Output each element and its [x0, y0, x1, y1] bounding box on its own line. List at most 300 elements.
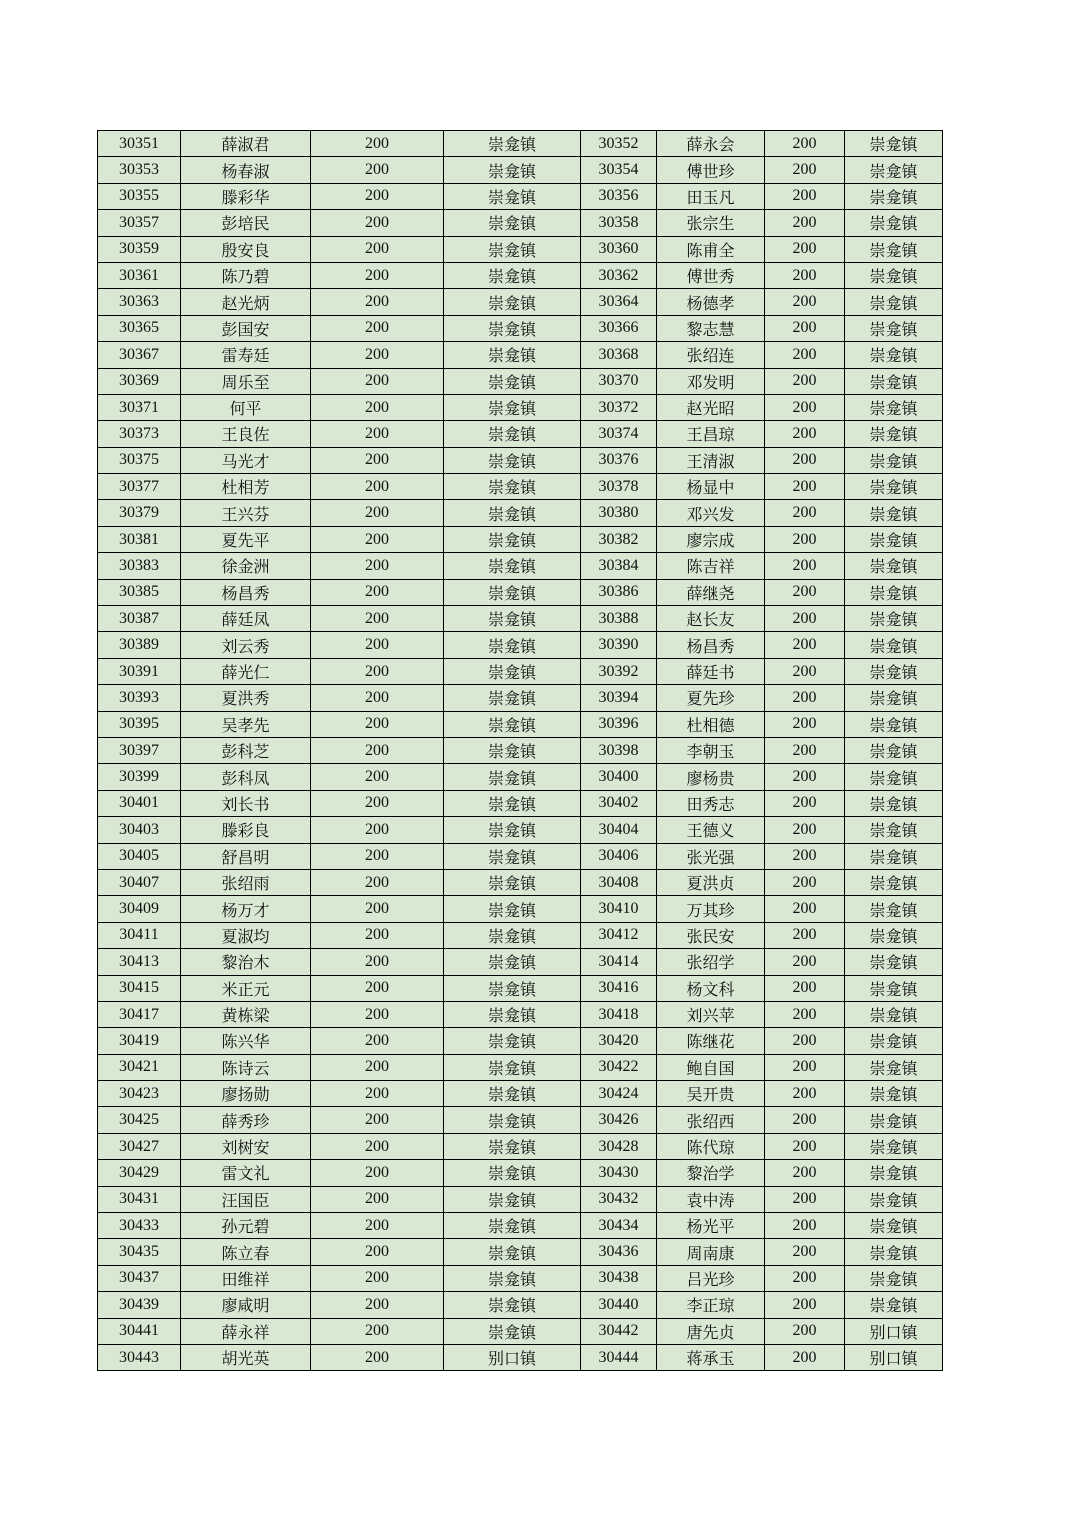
id-cell: 30440 — [581, 1292, 657, 1318]
id-cell: 30424 — [581, 1081, 657, 1107]
id-cell: 30391 — [98, 658, 181, 684]
table-row — [98, 131, 943, 157]
amount-cell: 200 — [311, 1081, 444, 1107]
name-cell: 周南康 — [657, 1239, 765, 1265]
id-cell: 30395 — [98, 711, 181, 737]
name-cell: 刘长书 — [181, 790, 311, 816]
name-cell: 彭科芝 — [181, 737, 311, 763]
amount-cell: 200 — [765, 1186, 845, 1212]
amount-cell: 200 — [311, 421, 444, 447]
id-cell: 30414 — [581, 949, 657, 975]
name-cell: 黎治学 — [657, 1160, 765, 1186]
amount-cell: 200 — [765, 210, 845, 236]
town-cell: 崇龛镇 — [845, 1239, 943, 1265]
town-cell: 崇龛镇 — [845, 1160, 943, 1186]
table-row — [98, 474, 943, 500]
amount-cell: 200 — [311, 1028, 444, 1054]
town-cell: 崇龛镇 — [444, 1318, 581, 1344]
name-cell: 薛继尧 — [657, 579, 765, 605]
id-cell: 30375 — [98, 447, 181, 473]
name-cell: 陈乃碧 — [181, 262, 311, 288]
id-cell: 30429 — [98, 1160, 181, 1186]
id-cell: 30403 — [98, 817, 181, 843]
town-cell: 崇龛镇 — [845, 1028, 943, 1054]
id-cell: 30420 — [581, 1028, 657, 1054]
amount-cell: 200 — [311, 922, 444, 948]
name-cell: 李朝玉 — [657, 737, 765, 763]
town-cell: 崇龛镇 — [845, 1213, 943, 1239]
town-cell: 崇龛镇 — [845, 843, 943, 869]
name-cell: 滕彩华 — [181, 183, 311, 209]
amount-cell: 200 — [765, 1001, 845, 1027]
amount-cell: 200 — [765, 342, 845, 368]
amount-cell: 200 — [311, 764, 444, 790]
id-cell: 30427 — [98, 1133, 181, 1159]
id-cell: 30382 — [581, 526, 657, 552]
name-cell: 蒋承玉 — [657, 1344, 765, 1370]
id-cell: 30417 — [98, 1001, 181, 1027]
table-row — [98, 1028, 943, 1054]
table-row — [98, 685, 943, 711]
table-row — [98, 1081, 943, 1107]
name-cell: 薛秀珍 — [181, 1107, 311, 1133]
table-row — [98, 658, 943, 684]
table-row — [98, 869, 943, 895]
id-cell: 30432 — [581, 1186, 657, 1212]
id-cell: 30434 — [581, 1213, 657, 1239]
amount-cell: 200 — [311, 131, 444, 157]
id-cell: 30370 — [581, 368, 657, 394]
id-cell: 30377 — [98, 474, 181, 500]
id-cell: 30399 — [98, 764, 181, 790]
name-cell: 陈兴华 — [181, 1028, 311, 1054]
town-cell: 崇龛镇 — [444, 183, 581, 209]
id-cell: 30412 — [581, 922, 657, 948]
town-cell: 崇龛镇 — [845, 262, 943, 288]
id-cell: 30355 — [98, 183, 181, 209]
amount-cell: 200 — [765, 553, 845, 579]
amount-cell: 200 — [311, 447, 444, 473]
table-row — [98, 1160, 943, 1186]
table-row — [98, 1239, 943, 1265]
town-cell: 崇龛镇 — [444, 843, 581, 869]
town-cell: 崇龛镇 — [444, 210, 581, 236]
table-row — [98, 394, 943, 420]
amount-cell: 200 — [311, 1001, 444, 1027]
table-row — [98, 975, 943, 1001]
table-row — [98, 262, 943, 288]
id-cell: 30419 — [98, 1028, 181, 1054]
table-row — [98, 711, 943, 737]
name-cell: 彭培民 — [181, 210, 311, 236]
id-cell: 30438 — [581, 1265, 657, 1291]
name-cell: 张绍西 — [657, 1107, 765, 1133]
name-cell: 袁中涛 — [657, 1186, 765, 1212]
id-cell: 30430 — [581, 1160, 657, 1186]
town-cell: 崇龛镇 — [845, 737, 943, 763]
amount-cell: 200 — [765, 843, 845, 869]
name-cell: 刘兴苹 — [657, 1001, 765, 1027]
name-cell: 张光强 — [657, 843, 765, 869]
town-cell: 崇龛镇 — [444, 1265, 581, 1291]
id-cell: 30405 — [98, 843, 181, 869]
name-cell: 夏洪贞 — [657, 869, 765, 895]
table-row — [98, 843, 943, 869]
town-cell: 崇龛镇 — [444, 737, 581, 763]
amount-cell: 200 — [311, 1054, 444, 1080]
table-row — [98, 1265, 943, 1291]
town-cell: 崇龛镇 — [444, 1292, 581, 1318]
town-cell: 崇龛镇 — [845, 447, 943, 473]
name-cell: 邓发明 — [657, 368, 765, 394]
name-cell: 雷文礼 — [181, 1160, 311, 1186]
name-cell: 王清淑 — [657, 447, 765, 473]
name-cell: 黎治木 — [181, 949, 311, 975]
name-cell: 王德义 — [657, 817, 765, 843]
amount-cell: 200 — [311, 579, 444, 605]
id-cell: 30380 — [581, 500, 657, 526]
amount-cell: 200 — [765, 1213, 845, 1239]
name-cell: 薛永祥 — [181, 1318, 311, 1344]
table-row — [98, 210, 943, 236]
table-row — [98, 1107, 943, 1133]
id-cell: 30409 — [98, 896, 181, 922]
id-cell: 30362 — [581, 262, 657, 288]
table-row — [98, 289, 943, 315]
amount-cell: 200 — [765, 1133, 845, 1159]
name-cell: 雷寿廷 — [181, 342, 311, 368]
table-row — [98, 1344, 943, 1370]
name-cell: 夏洪秀 — [181, 685, 311, 711]
town-cell: 崇龛镇 — [845, 579, 943, 605]
table-row — [98, 342, 943, 368]
town-cell: 崇龛镇 — [845, 368, 943, 394]
id-cell: 30433 — [98, 1213, 181, 1239]
amount-cell: 200 — [765, 421, 845, 447]
name-cell: 陈代琼 — [657, 1133, 765, 1159]
id-cell: 30360 — [581, 236, 657, 262]
id-cell: 30379 — [98, 500, 181, 526]
amount-cell: 200 — [311, 157, 444, 183]
table-row — [98, 183, 943, 209]
amount-cell: 200 — [765, 817, 845, 843]
town-cell: 崇龛镇 — [444, 394, 581, 420]
table-row — [98, 368, 943, 394]
id-cell: 30387 — [98, 606, 181, 632]
town-cell: 崇龛镇 — [444, 1028, 581, 1054]
amount-cell: 200 — [311, 394, 444, 420]
name-cell: 邓兴发 — [657, 500, 765, 526]
town-cell: 崇龛镇 — [444, 1001, 581, 1027]
town-cell: 崇龛镇 — [845, 1265, 943, 1291]
id-cell: 30393 — [98, 685, 181, 711]
amount-cell: 200 — [765, 1028, 845, 1054]
name-cell: 夏先平 — [181, 526, 311, 552]
name-cell: 舒昌明 — [181, 843, 311, 869]
town-cell: 别口镇 — [444, 1344, 581, 1370]
id-cell: 30368 — [581, 342, 657, 368]
amount-cell: 200 — [765, 685, 845, 711]
name-cell: 黄栋梁 — [181, 1001, 311, 1027]
name-cell: 万其珍 — [657, 896, 765, 922]
amount-cell: 200 — [311, 1239, 444, 1265]
amount-cell: 200 — [765, 236, 845, 262]
amount-cell: 200 — [311, 1160, 444, 1186]
id-cell: 30367 — [98, 342, 181, 368]
amount-cell: 200 — [311, 315, 444, 341]
town-cell: 崇龛镇 — [444, 1160, 581, 1186]
table-row — [98, 922, 943, 948]
name-cell: 彭国安 — [181, 315, 311, 341]
town-cell: 崇龛镇 — [845, 342, 943, 368]
id-cell: 30425 — [98, 1107, 181, 1133]
amount-cell: 200 — [765, 1054, 845, 1080]
amount-cell: 200 — [311, 790, 444, 816]
amount-cell: 200 — [765, 500, 845, 526]
town-cell: 崇龛镇 — [444, 711, 581, 737]
name-cell: 彭科凤 — [181, 764, 311, 790]
id-cell: 30363 — [98, 289, 181, 315]
id-cell: 30392 — [581, 658, 657, 684]
name-cell: 杨春淑 — [181, 157, 311, 183]
id-cell: 30381 — [98, 526, 181, 552]
id-cell: 30408 — [581, 869, 657, 895]
id-cell: 30436 — [581, 1239, 657, 1265]
amount-cell: 200 — [311, 342, 444, 368]
amount-cell: 200 — [765, 1344, 845, 1370]
amount-cell: 200 — [765, 262, 845, 288]
id-cell: 30418 — [581, 1001, 657, 1027]
table-row — [98, 447, 943, 473]
town-cell: 崇龛镇 — [845, 658, 943, 684]
amount-cell: 200 — [311, 975, 444, 1001]
id-cell: 30422 — [581, 1054, 657, 1080]
name-cell: 鲍自国 — [657, 1054, 765, 1080]
amount-cell: 200 — [765, 1318, 845, 1344]
id-cell: 30358 — [581, 210, 657, 236]
town-cell: 崇龛镇 — [845, 711, 943, 737]
id-cell: 30444 — [581, 1344, 657, 1370]
town-cell: 崇龛镇 — [444, 764, 581, 790]
id-cell: 30428 — [581, 1133, 657, 1159]
id-cell: 30406 — [581, 843, 657, 869]
amount-cell: 200 — [311, 1213, 444, 1239]
town-cell: 崇龛镇 — [845, 1292, 943, 1318]
table-row — [98, 606, 943, 632]
amount-cell: 200 — [765, 526, 845, 552]
id-cell: 30378 — [581, 474, 657, 500]
town-cell: 别口镇 — [845, 1344, 943, 1370]
town-cell: 崇龛镇 — [845, 1107, 943, 1133]
table-row — [98, 1001, 943, 1027]
id-cell: 30365 — [98, 315, 181, 341]
amount-cell: 200 — [311, 869, 444, 895]
amount-cell: 200 — [311, 606, 444, 632]
name-cell: 陈吉祥 — [657, 553, 765, 579]
table-row — [98, 896, 943, 922]
table-row — [98, 579, 943, 605]
amount-cell: 200 — [765, 289, 845, 315]
id-cell: 30353 — [98, 157, 181, 183]
table-row — [98, 553, 943, 579]
table-row — [98, 421, 943, 447]
town-cell: 崇龛镇 — [845, 315, 943, 341]
name-cell: 周乐至 — [181, 368, 311, 394]
table-row — [98, 1054, 943, 1080]
id-cell: 30357 — [98, 210, 181, 236]
name-cell: 薛光仁 — [181, 658, 311, 684]
town-cell: 崇龛镇 — [444, 1186, 581, 1212]
amount-cell: 200 — [765, 949, 845, 975]
amount-cell: 200 — [765, 315, 845, 341]
amount-cell: 200 — [311, 737, 444, 763]
town-cell: 崇龛镇 — [845, 949, 943, 975]
amount-cell: 200 — [765, 869, 845, 895]
name-cell: 杨光平 — [657, 1213, 765, 1239]
name-cell: 王兴芬 — [181, 500, 311, 526]
town-cell: 崇龛镇 — [845, 790, 943, 816]
name-cell: 杨昌秀 — [181, 579, 311, 605]
id-cell: 30407 — [98, 869, 181, 895]
town-cell: 崇龛镇 — [444, 896, 581, 922]
id-cell: 30351 — [98, 131, 181, 157]
town-cell: 崇龛镇 — [845, 1186, 943, 1212]
name-cell: 张宗生 — [657, 210, 765, 236]
payment-roster-table — [97, 130, 943, 1371]
name-cell: 陈甫全 — [657, 236, 765, 262]
town-cell: 崇龛镇 — [444, 1054, 581, 1080]
amount-cell: 200 — [311, 474, 444, 500]
town-cell: 崇龛镇 — [845, 236, 943, 262]
name-cell: 陈继花 — [657, 1028, 765, 1054]
town-cell: 崇龛镇 — [845, 183, 943, 209]
id-cell: 30359 — [98, 236, 181, 262]
name-cell: 吴孝先 — [181, 711, 311, 737]
town-cell: 崇龛镇 — [845, 553, 943, 579]
id-cell: 30398 — [581, 737, 657, 763]
town-cell: 崇龛镇 — [845, 157, 943, 183]
name-cell: 杜相芳 — [181, 474, 311, 500]
town-cell: 崇龛镇 — [845, 210, 943, 236]
amount-cell: 200 — [765, 1107, 845, 1133]
amount-cell: 200 — [765, 394, 845, 420]
amount-cell: 200 — [765, 157, 845, 183]
amount-cell: 200 — [765, 658, 845, 684]
town-cell: 崇龛镇 — [444, 658, 581, 684]
town-cell: 崇龛镇 — [444, 1133, 581, 1159]
town-cell: 崇龛镇 — [444, 526, 581, 552]
town-cell: 崇龛镇 — [444, 922, 581, 948]
id-cell: 30423 — [98, 1081, 181, 1107]
name-cell: 马光才 — [181, 447, 311, 473]
town-cell: 崇龛镇 — [845, 500, 943, 526]
town-cell: 崇龛镇 — [845, 896, 943, 922]
id-cell: 30441 — [98, 1318, 181, 1344]
name-cell: 何平 — [181, 394, 311, 420]
name-cell: 田维祥 — [181, 1265, 311, 1291]
town-cell: 崇龛镇 — [444, 289, 581, 315]
name-cell: 徐金洲 — [181, 553, 311, 579]
name-cell: 米正元 — [181, 975, 311, 1001]
town-cell: 崇龛镇 — [845, 764, 943, 790]
id-cell: 30386 — [581, 579, 657, 605]
name-cell: 杨德孝 — [657, 289, 765, 315]
id-cell: 30435 — [98, 1239, 181, 1265]
town-cell: 崇龛镇 — [444, 157, 581, 183]
amount-cell: 200 — [311, 1265, 444, 1291]
town-cell: 崇龛镇 — [444, 553, 581, 579]
amount-cell: 200 — [311, 1344, 444, 1370]
amount-cell: 200 — [765, 183, 845, 209]
town-cell: 崇龛镇 — [444, 949, 581, 975]
amount-cell: 200 — [311, 658, 444, 684]
name-cell: 吴开贵 — [657, 1081, 765, 1107]
name-cell: 王良佐 — [181, 421, 311, 447]
id-cell: 30354 — [581, 157, 657, 183]
amount-cell: 200 — [311, 289, 444, 315]
amount-cell: 200 — [311, 896, 444, 922]
amount-cell: 200 — [311, 632, 444, 658]
table-row — [98, 315, 943, 341]
id-cell: 30411 — [98, 922, 181, 948]
id-cell: 30404 — [581, 817, 657, 843]
name-cell: 刘云秀 — [181, 632, 311, 658]
amount-cell: 200 — [765, 131, 845, 157]
id-cell: 30437 — [98, 1265, 181, 1291]
table-row — [98, 1292, 943, 1318]
amount-cell: 200 — [765, 975, 845, 1001]
amount-cell: 200 — [765, 632, 845, 658]
town-cell: 崇龛镇 — [845, 869, 943, 895]
town-cell: 崇龛镇 — [845, 922, 943, 948]
id-cell: 30415 — [98, 975, 181, 1001]
amount-cell: 200 — [311, 1318, 444, 1344]
amount-cell: 200 — [311, 526, 444, 552]
town-cell: 崇龛镇 — [845, 606, 943, 632]
town-cell: 崇龛镇 — [444, 1107, 581, 1133]
id-cell: 30421 — [98, 1054, 181, 1080]
table-row — [98, 1318, 943, 1344]
amount-cell: 200 — [765, 1265, 845, 1291]
town-cell: 崇龛镇 — [444, 1213, 581, 1239]
id-cell: 30400 — [581, 764, 657, 790]
id-cell: 30356 — [581, 183, 657, 209]
id-cell: 30374 — [581, 421, 657, 447]
name-cell: 孙元碧 — [181, 1213, 311, 1239]
table-row — [98, 500, 943, 526]
town-cell: 崇龛镇 — [845, 632, 943, 658]
table-row — [98, 1186, 943, 1212]
name-cell: 赵长友 — [657, 606, 765, 632]
amount-cell: 200 — [765, 579, 845, 605]
name-cell: 傅世珍 — [657, 157, 765, 183]
town-cell: 崇龛镇 — [845, 131, 943, 157]
name-cell: 廖扬勋 — [181, 1081, 311, 1107]
amount-cell: 200 — [311, 500, 444, 526]
amount-cell: 200 — [765, 764, 845, 790]
id-cell: 30396 — [581, 711, 657, 737]
id-cell: 30384 — [581, 553, 657, 579]
name-cell: 杜相德 — [657, 711, 765, 737]
id-cell: 30389 — [98, 632, 181, 658]
name-cell: 杨显中 — [657, 474, 765, 500]
town-cell: 崇龛镇 — [444, 236, 581, 262]
amount-cell: 200 — [311, 368, 444, 394]
amount-cell: 200 — [765, 1292, 845, 1318]
town-cell: 崇龛镇 — [444, 315, 581, 341]
name-cell: 夏淑均 — [181, 922, 311, 948]
amount-cell: 200 — [765, 1239, 845, 1265]
